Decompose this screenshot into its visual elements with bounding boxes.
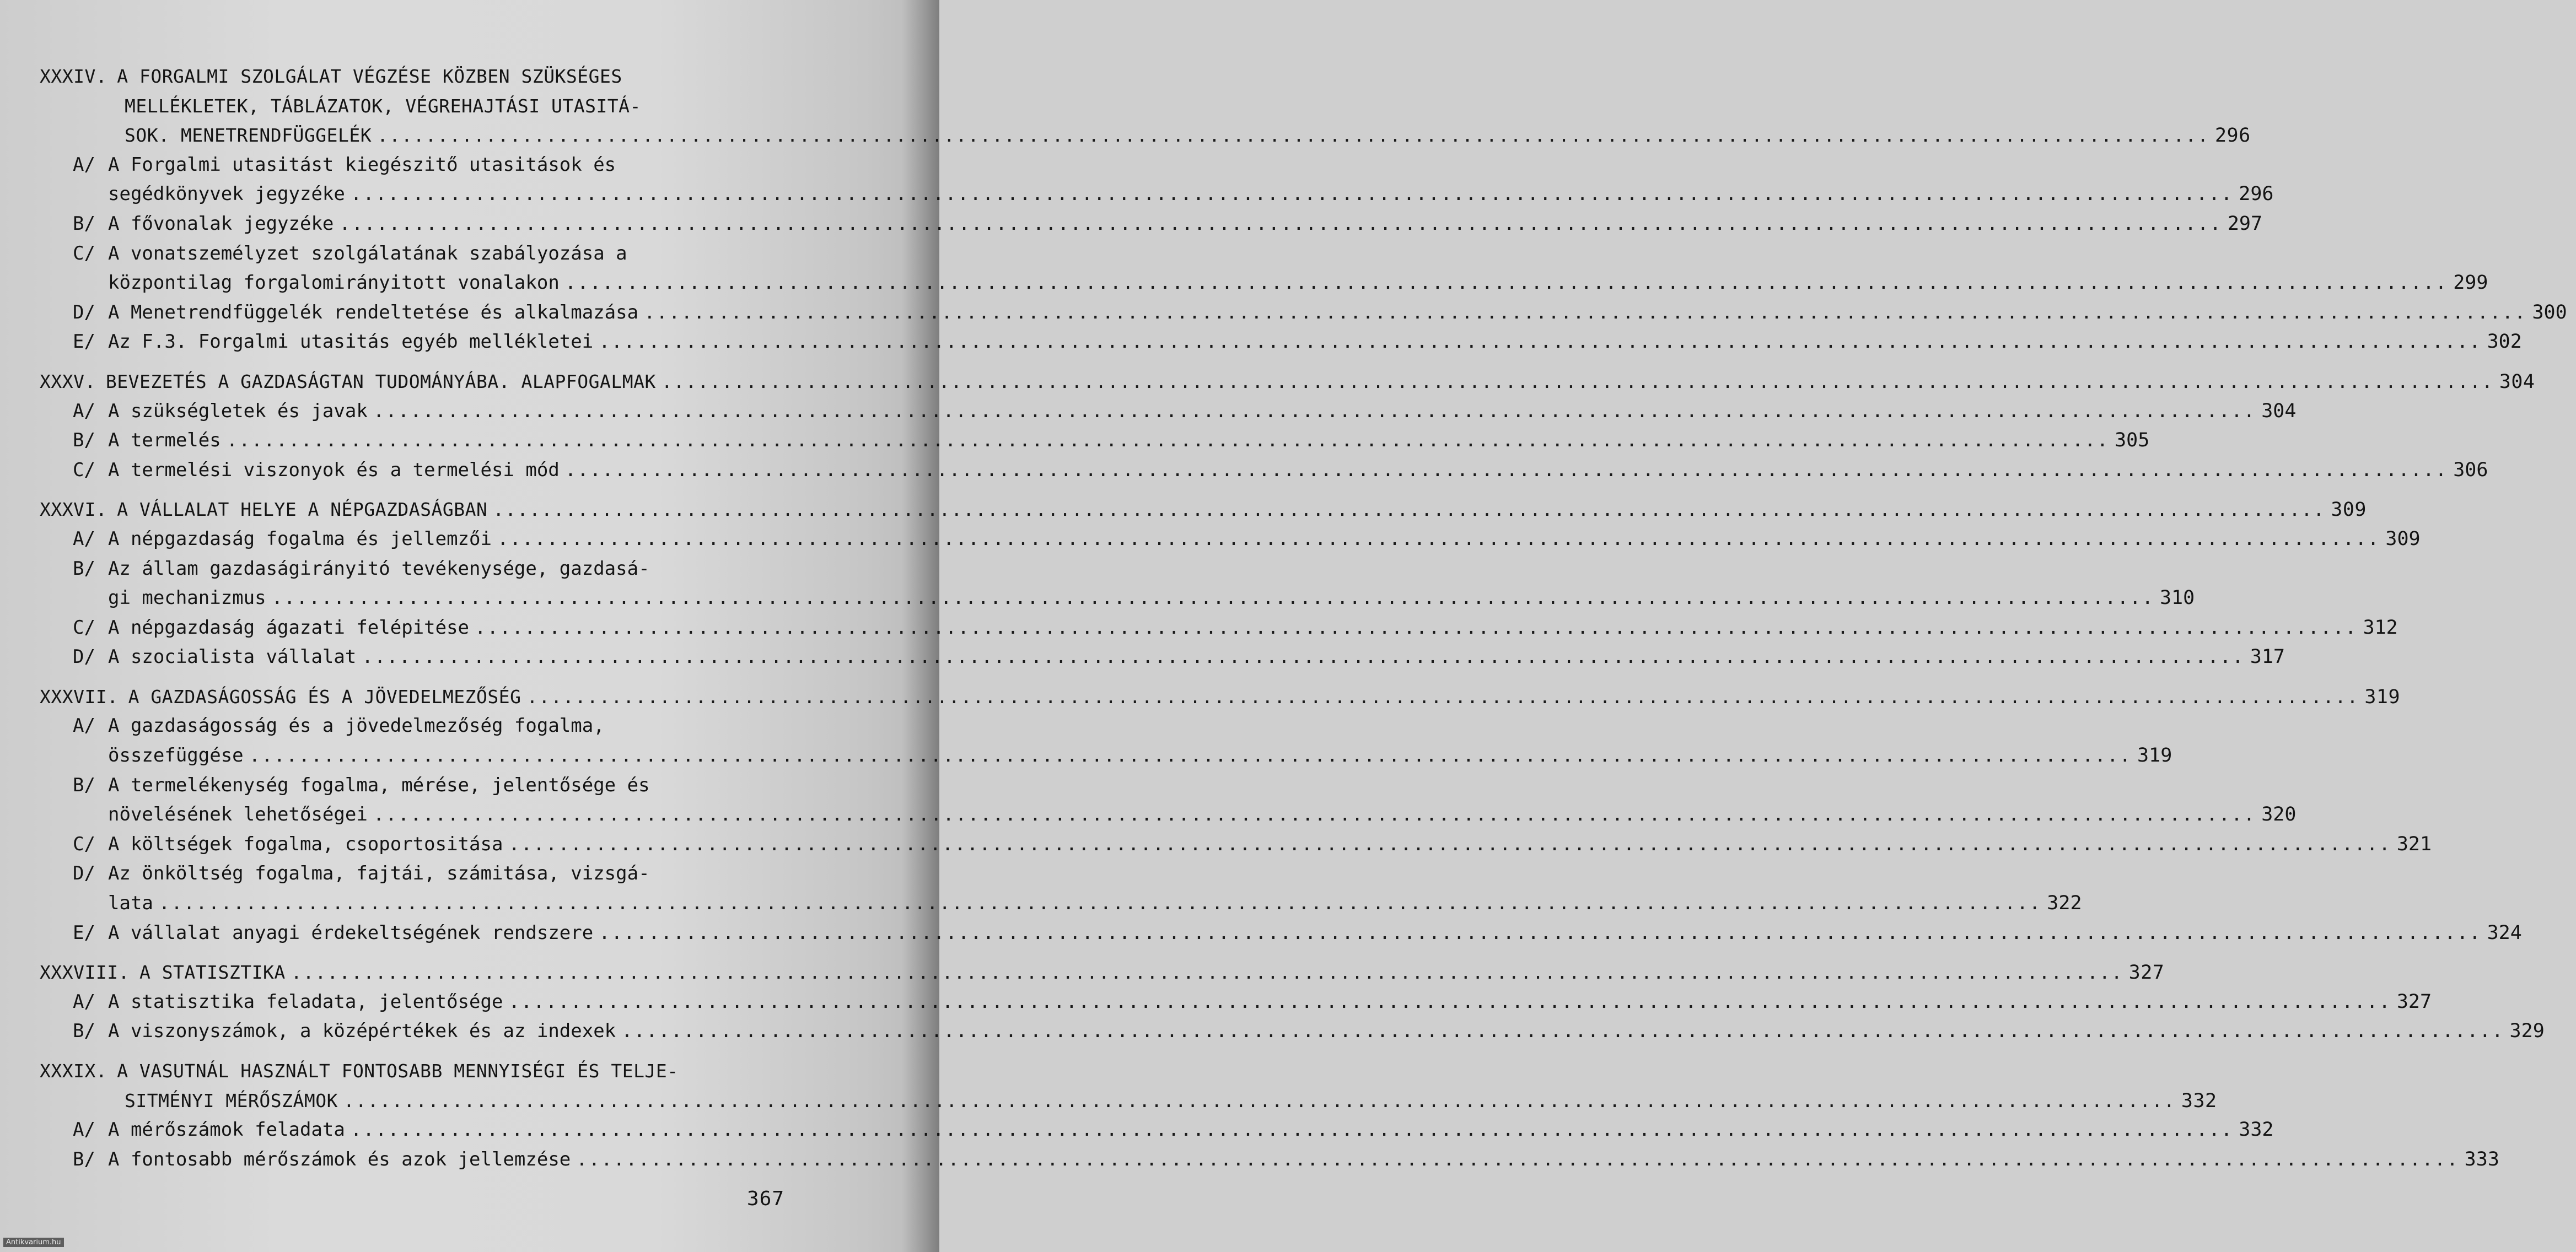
item-page: 327 xyxy=(2396,990,2432,1013)
item-title-line: lata xyxy=(108,892,153,915)
item-page: 296 xyxy=(2239,183,2274,206)
section-heading xyxy=(0,495,2367,525)
item-title-line: A Forgalmi utasitást kiegészitő utasitások és xyxy=(108,153,616,176)
dot-leader xyxy=(599,327,2481,357)
item-page: 320 xyxy=(2261,803,2297,826)
toc-section xyxy=(0,682,2522,948)
item-title-line: Az F.3. Forgalmi utasitás egyéb mellékletei xyxy=(108,331,594,353)
dot-leader xyxy=(373,800,2256,830)
item-letter: D/ xyxy=(73,646,95,668)
section-heading xyxy=(0,958,2165,987)
item-title-line: Az állam gazdaságirányitó tevékenysége, gazdasá- xyxy=(108,557,650,580)
item-letter: C/ xyxy=(73,242,95,265)
section-title-line: MELLÉKLETEK, TÁBLÁZATOK, VÉGREHAJTÁSI UTASITÁ- xyxy=(125,95,641,117)
toc-item xyxy=(0,711,2172,770)
dot-leader xyxy=(351,1115,2233,1145)
item-page: 312 xyxy=(2363,616,2398,639)
toc-item xyxy=(0,456,2488,485)
toc-section xyxy=(0,62,2567,357)
section-page: 296 xyxy=(2214,125,2251,147)
dot-leader xyxy=(576,1145,2459,1175)
dot-leader xyxy=(272,584,2154,613)
item-letter: C/ xyxy=(73,833,95,855)
toc-item xyxy=(0,1017,2545,1046)
toc-item xyxy=(0,987,2432,1017)
toc-section xyxy=(0,958,2545,1046)
section-heading xyxy=(0,62,2251,150)
item-page: 297 xyxy=(2227,212,2263,235)
section-title-line: A STATISZTIKA xyxy=(139,962,286,984)
section-heading xyxy=(0,367,2535,397)
item-page: 322 xyxy=(2047,892,2082,915)
toc-item xyxy=(0,150,2274,209)
toc-item xyxy=(0,859,2082,918)
item-title-line: növelésének lehetőségei xyxy=(108,803,368,826)
toc-item xyxy=(0,830,2432,860)
section-title-line: A VASUTNÁL HASZNÁLT FONTOSABB MENNYISÉGI ÉS TELJE- xyxy=(117,1060,679,1082)
section-number: XXXVI. xyxy=(40,499,107,521)
item-letter: A/ xyxy=(73,527,95,550)
toc-item xyxy=(0,239,2488,298)
toc-section xyxy=(0,495,2421,672)
item-letter: A/ xyxy=(73,715,95,737)
toc-item xyxy=(0,209,2263,239)
item-page: 302 xyxy=(2487,331,2522,353)
toc-item xyxy=(0,525,2421,554)
dot-leader xyxy=(249,741,2132,771)
item-title-line: A statisztika feladata, jelentősége xyxy=(108,990,503,1013)
dot-leader xyxy=(475,613,2357,643)
section-number: XXXIX. xyxy=(40,1060,107,1082)
section-number: XXXVIII. xyxy=(40,962,130,984)
section-title-line: BEVEZETÉS A GAZDASÁGTAN TUDOMÁNYÁBA. ALAPFOGALMAK xyxy=(105,370,656,392)
item-title-line: A termelékenység fogalma, mérése, jelentősége és xyxy=(108,774,650,796)
item-title-line: A viszonyszámok, a középértékek és az indexek xyxy=(108,1020,616,1043)
item-page: 333 xyxy=(2464,1148,2499,1170)
item-letter: A/ xyxy=(73,153,95,176)
item-page: 319 xyxy=(2137,744,2172,767)
section-page: 332 xyxy=(2181,1089,2217,1112)
section-title-line: A FORGALMI SZOLGÁLAT VÉGZÉSE KÖZBEN SZÜKSÉGES xyxy=(117,66,622,87)
item-page: 332 xyxy=(2239,1119,2274,1141)
item-letter: B/ xyxy=(73,557,95,580)
item-page: 309 xyxy=(2385,527,2421,550)
toc-section xyxy=(0,367,2535,485)
item-title-line: Az önköltség fogalma, fajtái, számitása, vizsgá- xyxy=(108,862,650,885)
item-title-line: gi mechanizmus xyxy=(108,587,266,609)
item-letter: E/ xyxy=(73,921,95,944)
item-page: 324 xyxy=(2487,921,2522,944)
dot-leader xyxy=(599,919,2481,948)
toc-item xyxy=(0,397,2297,427)
dot-leader xyxy=(526,682,2359,712)
section-page: 304 xyxy=(2499,370,2535,393)
section-title-line: SOK. MENETRENDFÜGGELÉK xyxy=(125,125,372,147)
item-letter: B/ xyxy=(73,429,95,452)
item-title-line: A vonatszemélyzet szolgálatának szabályozása a xyxy=(108,242,627,265)
item-page: 305 xyxy=(2115,429,2150,452)
section-heading xyxy=(0,682,2401,712)
toc-item xyxy=(0,554,2195,613)
section-number: XXXVII. xyxy=(40,686,119,708)
item-title-line: összefüggése xyxy=(108,744,244,767)
dot-leader xyxy=(508,830,2391,860)
item-letter: B/ xyxy=(73,212,95,235)
item-page: 299 xyxy=(2453,272,2488,294)
item-page: 329 xyxy=(2509,1020,2545,1043)
item-title-line: segédkönyvek jegyzéke xyxy=(108,183,345,206)
toc-item xyxy=(0,771,2297,830)
dot-leader xyxy=(362,643,2244,672)
page-number: 367 xyxy=(747,1188,785,1210)
section-page: 319 xyxy=(2364,686,2401,708)
item-title-line: A költségek fogalma, csoportositása xyxy=(108,833,503,855)
dot-leader xyxy=(291,958,2123,987)
dot-leader xyxy=(159,889,2041,919)
item-title-line: A termelési viszonyok és a termelési mód xyxy=(108,458,560,481)
section-page: 327 xyxy=(2128,962,2165,984)
item-title-line: A szocialista vállalat xyxy=(108,646,357,668)
item-title-line: A Menetrendfüggelék rendeltetése és alkalmazása xyxy=(108,301,639,323)
item-title-line: A fontosabb mérőszámok és azok jellemzése xyxy=(108,1148,571,1170)
watermark: Antikvarium.hu xyxy=(3,1238,64,1247)
item-title-line: A népgazdaság fogalma és jellemzői xyxy=(108,527,492,550)
item-page: 321 xyxy=(2396,833,2432,855)
section-title-line: SITMÉNYI MÉRŐSZÁMOK xyxy=(125,1089,338,1111)
toc-item xyxy=(0,919,2522,948)
item-letter: A/ xyxy=(73,1119,95,1141)
dot-leader xyxy=(343,1086,2176,1116)
item-title-line: A mérőszámok feladata xyxy=(108,1119,345,1141)
dot-leader xyxy=(373,397,2256,427)
dot-leader xyxy=(565,268,2448,298)
item-letter: D/ xyxy=(73,301,95,323)
section-number: XXXV. xyxy=(40,370,96,392)
item-title-line: A népgazdaság ágazati felépitése xyxy=(108,616,470,639)
section-title-line: A GAZDASÁGOSSÁG ÉS A JÖVEDELMEZŐSÉG xyxy=(128,686,521,708)
item-letter: D/ xyxy=(73,862,95,885)
toc-item xyxy=(0,426,2150,456)
toc-item xyxy=(0,643,2285,672)
dot-leader xyxy=(565,456,2448,485)
item-letter: E/ xyxy=(73,331,95,353)
toc-item xyxy=(0,1145,2499,1175)
item-page: 304 xyxy=(2261,400,2297,422)
item-page: 317 xyxy=(2250,646,2285,668)
item-letter: C/ xyxy=(73,616,95,639)
item-page: 300 xyxy=(2532,301,2567,323)
item-title-line: A vállalat anyagi érdekeltségének rendszere xyxy=(108,921,594,944)
dot-leader xyxy=(351,180,2233,209)
item-title-line: A fővonalak jegyzéke xyxy=(108,212,334,235)
toc-item xyxy=(0,327,2522,357)
dot-leader xyxy=(227,426,2109,456)
item-letter: A/ xyxy=(73,990,95,1013)
toc-item xyxy=(0,1115,2274,1145)
item-page: 306 xyxy=(2453,458,2488,481)
toc-section xyxy=(0,1056,2499,1174)
item-title-line: központilag forgalomirányitott vonalakon xyxy=(108,272,560,294)
section-number: XXXIV. xyxy=(40,66,107,87)
item-title-line: A termelés xyxy=(108,429,221,452)
section-title-line: A VÁLLALAT HELYE A NÉPGAZDASÁGBAN xyxy=(117,499,488,521)
dot-leader xyxy=(497,525,2380,554)
toc-item xyxy=(0,613,2398,643)
item-letter: B/ xyxy=(73,774,95,796)
dot-leader xyxy=(493,495,2325,525)
dot-leader xyxy=(339,209,2222,239)
item-page: 310 xyxy=(2159,587,2195,609)
item-letter: A/ xyxy=(73,400,95,422)
item-letter: C/ xyxy=(73,458,95,481)
toc-item xyxy=(0,298,2567,328)
section-heading xyxy=(0,1056,2217,1115)
page-edge-shadow xyxy=(902,0,939,1252)
dot-leader xyxy=(508,987,2391,1017)
item-letter: B/ xyxy=(73,1020,95,1043)
table-of-contents xyxy=(0,62,2567,1184)
item-title-line: A gazdaságosság és a jövedelmezőség fogalma, xyxy=(108,715,605,737)
dot-leader xyxy=(377,121,2209,150)
section-page: 309 xyxy=(2331,499,2367,521)
item-title-line: A szükségletek és javak xyxy=(108,400,368,422)
item-letter: B/ xyxy=(73,1148,95,1170)
